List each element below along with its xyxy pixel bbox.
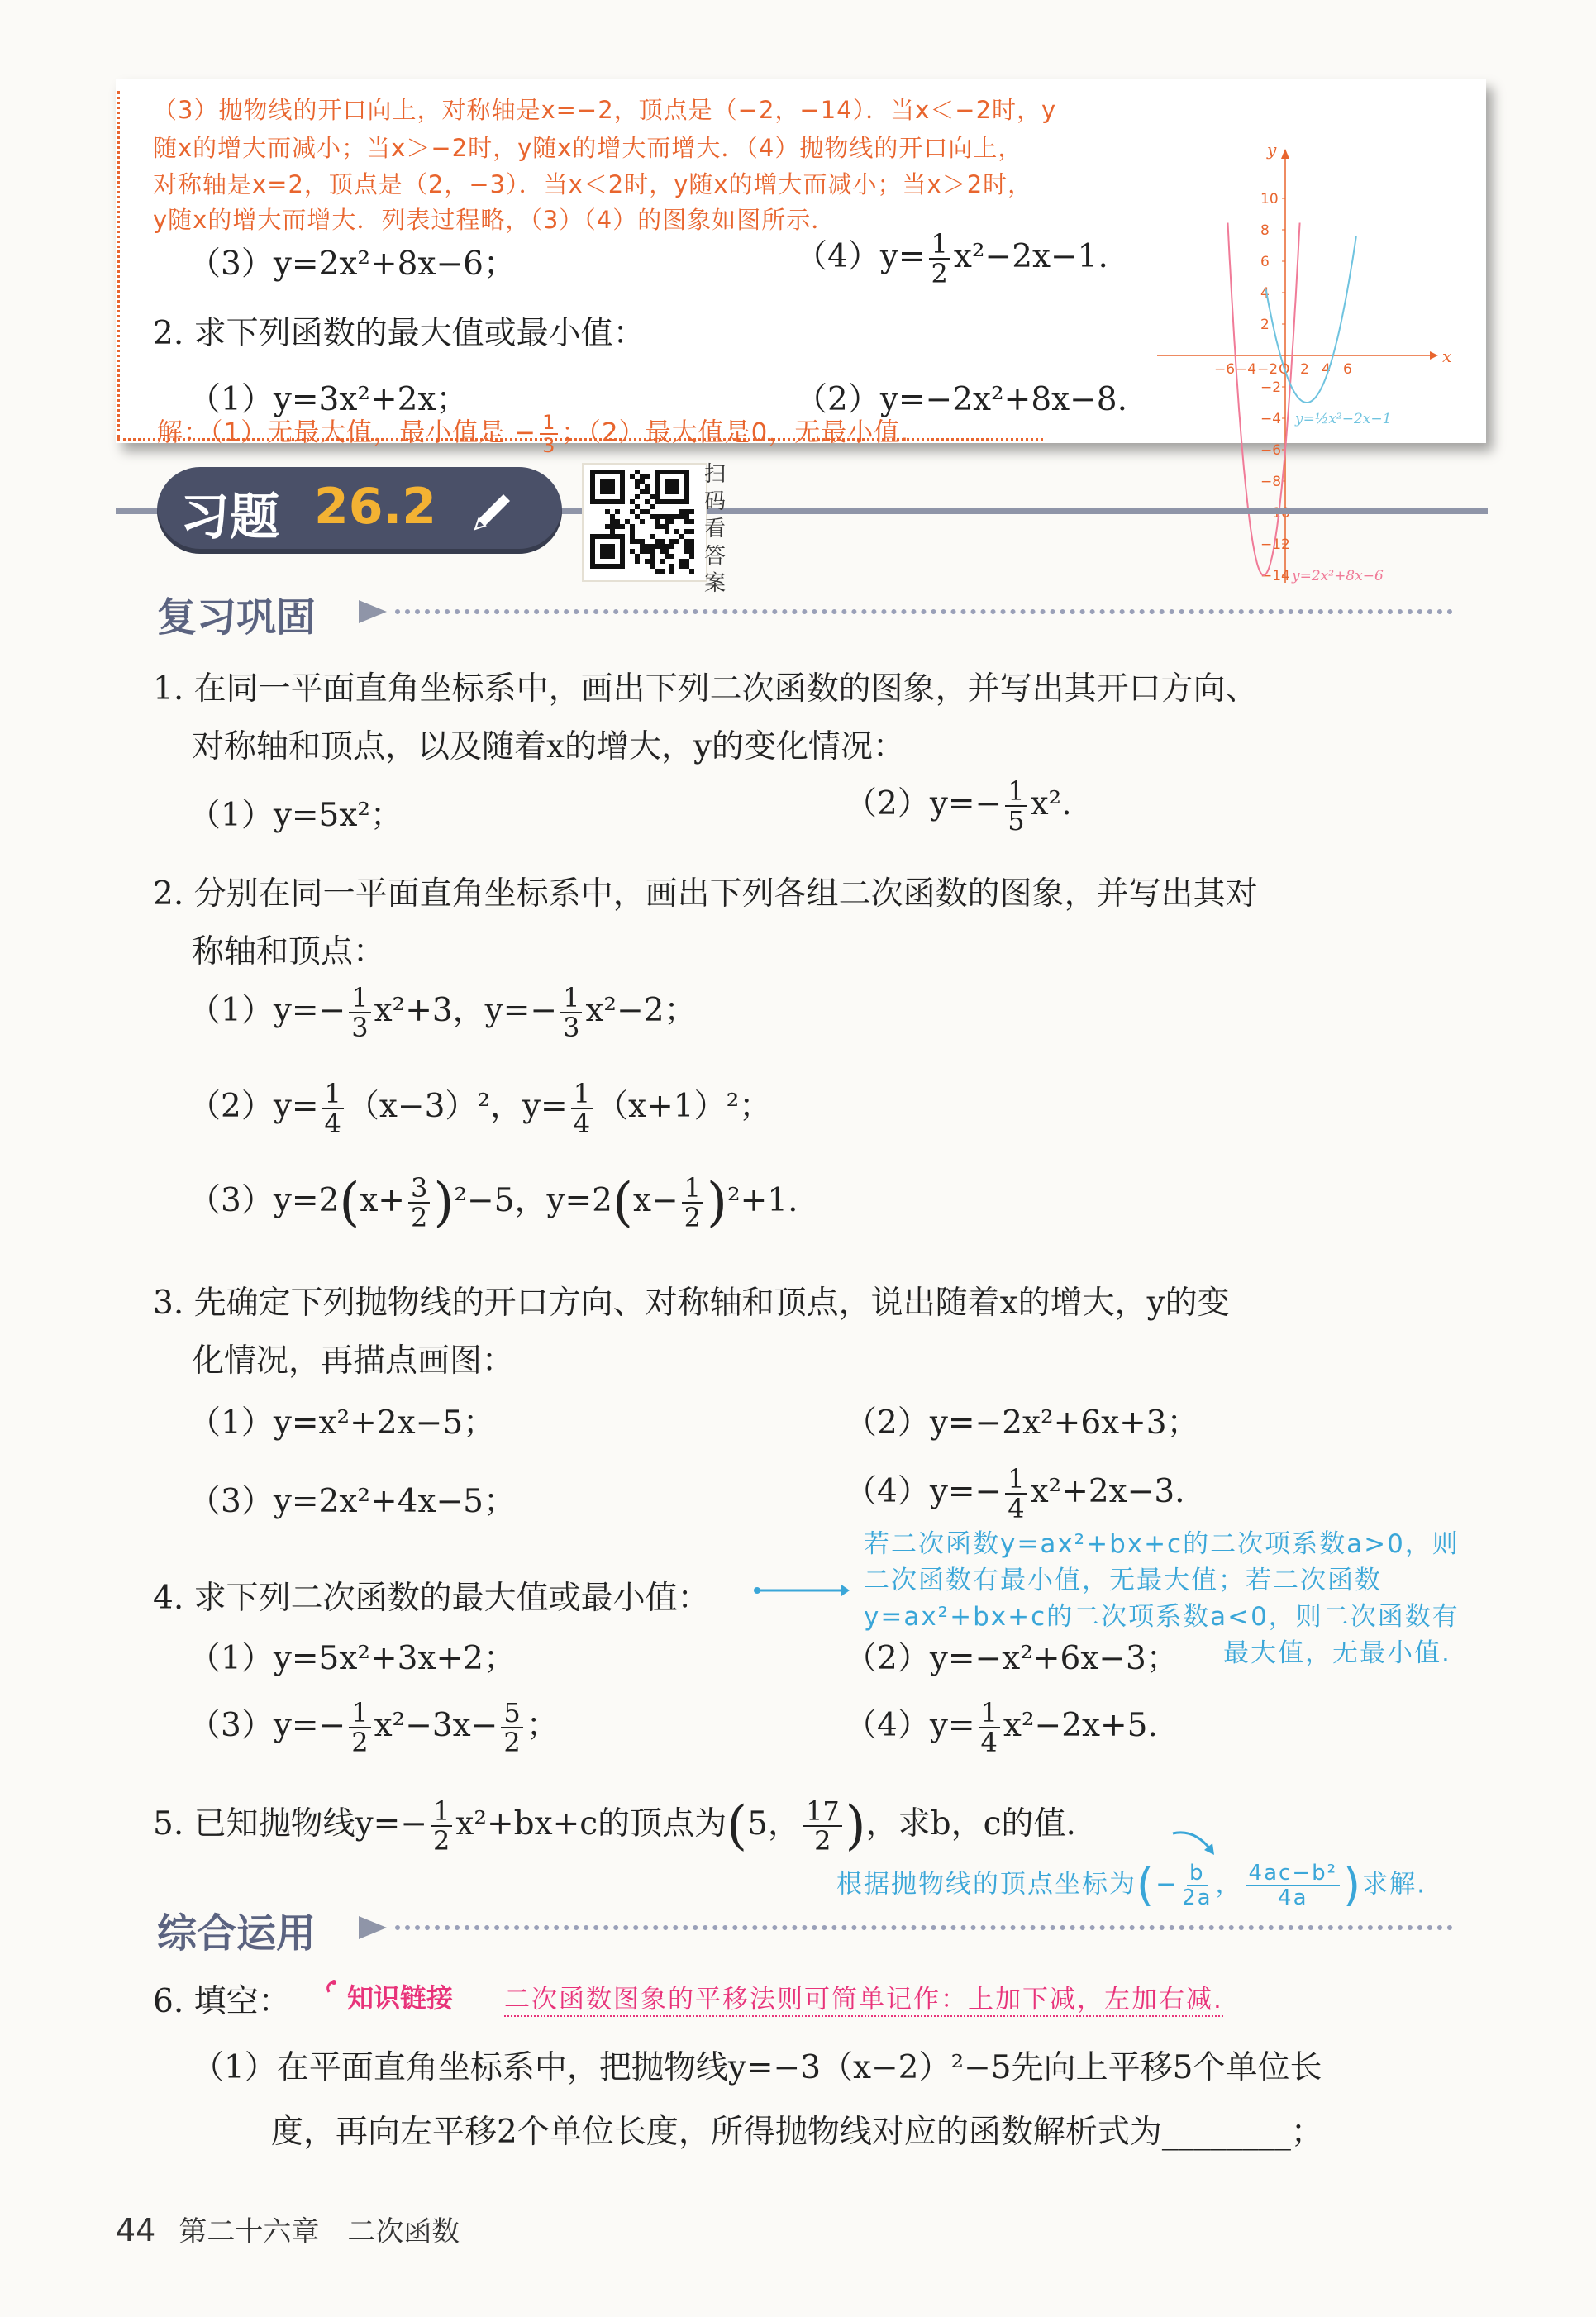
review-q2-2 [188, 1080, 771, 1137]
q2-1-c: x²−2； [585, 992, 697, 1029]
y-tick-label: 4 [1260, 285, 1270, 302]
review-q4-title: 4. 求下列二次函数的最大值或最小值： [153, 1580, 710, 1617]
qr-module [660, 524, 665, 529]
review-heading-arrow-icon [355, 597, 390, 627]
y-tick-label: 6 [1260, 254, 1270, 270]
q4-4-a: （4）y= [845, 1707, 975, 1744]
qr-module [684, 539, 689, 544]
q1b-num: 1 [1005, 777, 1027, 807]
qr-module [660, 549, 665, 554]
qr-module [640, 489, 645, 494]
q2-3-n1: 3 [408, 1174, 430, 1204]
qr-module [620, 524, 625, 529]
qr-module [605, 524, 610, 529]
review-q2-1 [188, 984, 697, 1042]
review-q1-a: （1）y=5x²； [188, 797, 403, 834]
q4-4-n1: 1 [979, 1699, 1000, 1728]
qr-module [655, 544, 660, 549]
blue-curve-label: y=½x²−2x−1 [1295, 411, 1392, 427]
q5-d1: 2 [433, 1825, 450, 1857]
qr-module [630, 549, 635, 554]
question-2-1: （1）y=3x²+2x； [188, 381, 469, 418]
qr-module [625, 519, 630, 524]
qr-module [689, 509, 694, 514]
y-tick-label: 2 [1260, 317, 1270, 333]
q4-3-frac2 [501, 1699, 522, 1757]
qr-module [650, 504, 655, 509]
q2-1-n2: 1 [560, 984, 582, 1013]
section-number: 26.2 [314, 478, 437, 536]
q1b-den: 5 [1008, 805, 1025, 837]
qr-module [669, 519, 674, 524]
q4-3-d1: 2 [351, 1727, 369, 1758]
y-tick-label: −2 [1260, 379, 1282, 396]
qr-module [679, 514, 684, 519]
qr-module [669, 564, 674, 569]
qr-module [655, 519, 660, 524]
qr-module [674, 529, 679, 534]
annotation-border-vertical [117, 91, 120, 438]
q1b-prefix: （2）y=− [845, 785, 1003, 822]
q2-2-frac2 [571, 1080, 593, 1137]
qr-module [635, 559, 640, 564]
y-tick-label: −4 [1260, 411, 1282, 427]
qr-module [660, 539, 665, 544]
review-q1-line2: 对称轴和顶点，以及随着x的增大，y的变化情况： [192, 728, 906, 765]
qr-module [679, 534, 684, 539]
apply-heading-arrow-icon [355, 1913, 390, 1943]
q2-3-n2: 1 [682, 1174, 703, 1204]
qr-module [645, 499, 650, 504]
review-q3-4 [845, 1465, 1185, 1523]
qr-module [689, 544, 694, 549]
qr-module [684, 544, 689, 549]
q4-3-n2: 5 [501, 1699, 522, 1728]
q2-3-e: ²+1. [727, 1182, 798, 1219]
qr-module [674, 539, 679, 544]
p4-prefix: （4）y= [795, 238, 926, 275]
q5-note-d1: 2a [1182, 1886, 1212, 1910]
q4-note-line3: y=ax²+bx+c的二次项系数a<0，则二次函数有 [864, 1602, 1460, 1632]
q2-2-n1: 1 [322, 1080, 344, 1109]
qr-module [630, 539, 635, 544]
q4-3-frac1 [349, 1699, 370, 1757]
left-paren: ( [339, 1172, 360, 1233]
qr-module [640, 544, 645, 549]
q2-2-d1: 4 [324, 1108, 341, 1139]
link-icon [324, 1977, 344, 1997]
qr-module [650, 564, 655, 569]
review-q3-1: （1）y=x²+2x−5； [188, 1404, 496, 1442]
qr-module [684, 514, 689, 519]
q4-3-c: ； [526, 1707, 559, 1744]
q5-note-d2: 4a [1278, 1886, 1308, 1910]
q4-4-frac [979, 1699, 1000, 1757]
y-axis-label: y [1267, 140, 1277, 160]
apply-q6-title: 6. 填空： [153, 1983, 291, 2020]
qr-module [610, 524, 615, 529]
review-q1-b [845, 777, 1072, 835]
review-q4-4 [845, 1699, 1158, 1757]
qr-module [669, 539, 674, 544]
q2-1-d2: 3 [563, 1012, 580, 1043]
q4-3-a: （3）y=− [188, 1707, 346, 1744]
qr-module [665, 524, 669, 529]
y-tick-label: −8 [1260, 474, 1282, 490]
qr-module [665, 519, 669, 524]
q3-4-fraction [1005, 1465, 1027, 1523]
x-tick-label: −2 [1257, 361, 1279, 378]
q5-frac2 [803, 1797, 842, 1855]
qr-module [660, 569, 665, 574]
y-tick-label: −14 [1260, 568, 1290, 584]
qr-module [630, 524, 635, 529]
qr-module [650, 544, 655, 549]
q3-4-suffix: x²+2x−3. [1030, 1473, 1185, 1510]
qr-module [640, 549, 645, 554]
q5-note-frac2 [1246, 1862, 1340, 1909]
qr-finder-inner [600, 479, 615, 494]
qr-module [610, 529, 615, 534]
q5-note-frac1 [1182, 1862, 1212, 1909]
qr-module [684, 564, 689, 569]
qr-module [645, 484, 650, 489]
apply-q6-1-line1: （1）在平面直角坐标系中，把抛物线y=−3（x−2）²−5先向上平移5个单位长 [192, 2049, 1322, 2086]
q5-note-n2: 4ac−b² [1246, 1862, 1340, 1886]
qr-module [655, 524, 660, 529]
qr-module [684, 519, 689, 524]
qr-module [645, 474, 650, 479]
qr-module [610, 514, 615, 519]
qr-module [645, 489, 650, 494]
annotation-line-4: y随x的增大而增大．列表过程略，（3）（4）的图象如图所示． [153, 206, 836, 234]
q3-4-prefix: （4）y=− [845, 1473, 1003, 1510]
qr-module [615, 519, 620, 524]
apply-heading-dots [395, 1925, 1453, 1930]
q2-2-frac1 [322, 1080, 344, 1137]
parabola-graph [1157, 132, 1455, 595]
qr-module [689, 529, 694, 534]
q5-note-suffix: 求解. [1362, 1869, 1427, 1900]
qr-module [660, 559, 665, 564]
review-q3-line2: 化情况，再描点画图： [192, 1342, 515, 1380]
q2-1-frac2 [560, 984, 582, 1042]
q2-2-c: （x+1）²； [596, 1088, 772, 1125]
q5-note-left-paren: ( [1136, 1859, 1156, 1911]
qr-module [630, 534, 635, 539]
q1b-suffix: x². [1030, 785, 1072, 822]
q5-a: 5. 已知抛物线y=− [153, 1805, 427, 1843]
qr-module [630, 474, 635, 479]
q2-3-frac1 [408, 1174, 430, 1232]
review-q4-3 [188, 1699, 559, 1757]
answer-line [157, 412, 909, 456]
qr-module [640, 509, 645, 514]
qr-module [650, 534, 655, 539]
q2-1-n1: 1 [349, 984, 370, 1013]
qr-module [635, 539, 640, 544]
q5-c: 5， [747, 1805, 800, 1843]
qr-module [650, 549, 655, 554]
right-paren-2: ) [707, 1172, 727, 1233]
q2-2-b: （x−3）²，y= [346, 1088, 568, 1125]
x-tick-label: 4 [1322, 361, 1331, 378]
qr-module [665, 529, 669, 534]
q5-b: x²+bx+c的顶点为 [455, 1805, 727, 1843]
q2-3-d1: 2 [411, 1202, 428, 1233]
problem-4-label [795, 230, 1108, 288]
q4-note-line4: 最大值，无最小值. [1223, 1638, 1451, 1668]
qr-module [689, 554, 694, 559]
y-tick-label: −6 [1260, 442, 1282, 459]
qr-module [684, 529, 689, 534]
q5-note: 根据抛物线的顶点坐标为(− $\frac{b}{2a}$ ， $\frac{\text{4ac−b²}}{4a}$ )求解. [836, 1859, 1427, 1911]
q3-4-num: 1 [1005, 1465, 1027, 1495]
q5-d: ，求b，c的值. [865, 1805, 1076, 1843]
review-heading-dots [395, 609, 1453, 614]
qr-module [689, 519, 694, 524]
answer-prefix: 解：（1）无最大值，最小值是 − [157, 417, 537, 448]
review-q3-line1: 3. 先确定下列抛物线的开口方向、对称轴和顶点，说出随着x的增大，y的变 [153, 1285, 1230, 1322]
q3-4-den: 4 [1008, 1493, 1025, 1524]
qr-module [610, 519, 615, 524]
q2-1-a: （1）y=− [188, 992, 346, 1029]
qr-module [679, 564, 684, 569]
qr-module [655, 539, 660, 544]
q4-note-line2: 二次函数有最小值，无最大值；若二次函数 [864, 1566, 1382, 1595]
qr-module [635, 484, 640, 489]
annotation-line-3: 对称轴是x=2，顶点是（2，−3）．当x＜2时，y随x的增大而减小；当x＞2时， [153, 170, 1033, 198]
review-q4-1: （1）y=5x²+3x+2； [188, 1640, 516, 1677]
q2-3-b: x+ [360, 1182, 405, 1219]
qr-module [605, 509, 610, 514]
qr-module [669, 569, 674, 574]
qr-module [645, 559, 650, 564]
qr-module [669, 544, 674, 549]
annotation-line-1: （3）抛物线的开口向上，对称轴是x=−2，顶点是（−2，−14）．当x＜−2时，y [153, 96, 1057, 124]
qr-code[interactable] [582, 463, 707, 582]
pencil-icon [467, 488, 517, 537]
q5-frac1 [431, 1797, 452, 1855]
qr-module [635, 470, 640, 474]
left-paren-2: ( [612, 1172, 633, 1233]
curved-arrow-icon [1170, 1827, 1219, 1860]
y-tick-label: 8 [1260, 222, 1270, 239]
review-q4-2: （2）y=−x²+6x−3； [845, 1640, 1179, 1677]
review-q5 [153, 1795, 1076, 1857]
qr-module [684, 559, 689, 564]
q4-note-line1: 若二次函数y=ax²+bx+c的二次项系数a>0，则 [864, 1529, 1460, 1559]
review-heading: 复习巩固 [157, 594, 317, 641]
knowledge-link-note: 二次函数图象的平移法则可简单记作：上加下减，左加右减. [504, 1978, 1223, 2017]
q2-3-a: （3）y=2 [188, 1182, 340, 1219]
q2-3-frac2 [682, 1174, 703, 1232]
q5-left-paren: ( [727, 1795, 748, 1857]
right-paren: ) [433, 1172, 455, 1233]
q1b-fraction [1005, 777, 1027, 835]
q2-2-d2: 4 [573, 1108, 591, 1139]
review-q1-line1: 1. 在同一平面直角坐标系中，画出下列二次函数的图象，并写出其开口方向、 [153, 670, 1258, 708]
qr-module [655, 514, 660, 519]
review-q3-3: （3）y=2x²+4x−5； [188, 1483, 516, 1520]
qr-module [615, 524, 620, 529]
q4-4-d1: 4 [980, 1727, 998, 1758]
qr-module [615, 509, 620, 514]
x-axis-arrow [1430, 351, 1438, 360]
question-2-title: 2. 求下列函数的最大值或最小值： [153, 315, 646, 352]
q2-3-d: x− [632, 1182, 679, 1219]
qr-module [645, 509, 650, 514]
q4-3-b: x²−3x− [374, 1707, 498, 1744]
qr-module [669, 554, 674, 559]
x-tick-label: 6 [1343, 361, 1352, 378]
qr-module [635, 504, 640, 509]
x-tick-label: −6 [1214, 361, 1236, 378]
arrow-right-icon [752, 1580, 851, 1600]
y-tick-label: −12 [1260, 536, 1290, 553]
qr-module [635, 514, 640, 519]
qr-module [684, 549, 689, 554]
qr-module [645, 544, 650, 549]
review-q2-line1: 2. 分别在同一平面直角坐标系中，画出下列各组二次函数的图象，并写出其对 [153, 875, 1258, 913]
qr-module [640, 474, 645, 479]
answer-suffix: ；（2）最大值是0，无最小值. [561, 417, 910, 448]
review-q3-2: （2）y=−2x²+6x+3； [845, 1404, 1199, 1442]
qr-module [650, 514, 655, 519]
answer-num: 1 [540, 412, 558, 435]
page-number: 44 [116, 2212, 156, 2248]
q2-3-d2: 2 [684, 1202, 701, 1233]
qr-module [679, 559, 684, 564]
p4-den: 2 [931, 258, 948, 289]
qr-module [635, 554, 640, 559]
question-2-2: （2）y=−2x²+8x−8. [795, 381, 1128, 418]
qr-module [660, 514, 665, 519]
q5-n2: 17 [803, 1797, 842, 1827]
qr-finder-inner [600, 544, 615, 559]
x-axis-label: x [1442, 346, 1452, 366]
qr-module [650, 494, 655, 499]
qr-module [640, 479, 645, 484]
pink-curve-label: y=2x²+8x−6 [1292, 568, 1384, 584]
review-q2-line2: 称轴和顶点： [192, 933, 386, 970]
y-tick-label: 10 [1260, 191, 1279, 207]
x-tick-label: 2 [1300, 361, 1309, 378]
qr-module [665, 544, 669, 549]
apply-heading: 综合运用 [157, 1910, 317, 1957]
x-tick-label: O [1279, 361, 1290, 378]
page-footer [116, 2209, 460, 2249]
qr-module [650, 559, 655, 564]
qr-module [640, 539, 645, 544]
problem-3-label: （3）y=2x²+8x−6； [188, 246, 516, 283]
qr-module [630, 509, 635, 514]
qr-finder-inner [665, 479, 679, 494]
q2-1-frac1 [349, 984, 370, 1042]
qr-module [630, 499, 635, 504]
annotation-line-2: 随x的增大而减小；当x＞−2时，y随x的增大而增大．（4）抛物线的开口向上， [153, 134, 1023, 162]
qr-module [669, 514, 674, 519]
p4-num: 1 [929, 230, 950, 260]
q2-1-d1: 3 [351, 1012, 369, 1043]
q5-d2: 2 [814, 1825, 831, 1857]
q4-4-b: x²−2x+5. [1003, 1707, 1158, 1744]
section-title-label: 习题 [180, 489, 279, 546]
chapter-title: 第二十六章 二次函数 [179, 2215, 460, 2248]
q2-3-c: ²−5，y=2 [454, 1182, 612, 1219]
qr-module [665, 549, 669, 554]
knowledge-link-tag: 知识链接 [347, 1982, 454, 2014]
qr-module [689, 569, 694, 574]
qr-module [689, 539, 694, 544]
qr-module [660, 544, 665, 549]
qr-module [630, 529, 635, 534]
qr-module [665, 514, 669, 519]
q5-right-paren: ) [845, 1795, 866, 1857]
qr-module [674, 514, 679, 519]
q5-note-minus: − [1155, 1869, 1179, 1900]
q5-note-prefix: 根据抛物线的顶点坐标为 [836, 1869, 1136, 1900]
qr-module [679, 509, 684, 514]
qr-module [684, 509, 689, 514]
answer-den: 3 [542, 434, 556, 457]
answer-fraction [540, 412, 558, 456]
qr-module [640, 519, 645, 524]
apply-q6-1-line2: 度，再向左平移2个单位长度，所得抛物线对应的函数解析式为________； [271, 2114, 1323, 2151]
p4-fraction [929, 230, 950, 288]
q2-1-b: x²+3，y=− [374, 992, 558, 1029]
q5-n1: 1 [431, 1797, 452, 1827]
q2-2-a: （2）y= [188, 1088, 319, 1125]
q4-3-n1: 1 [349, 1699, 370, 1728]
qr-module [689, 549, 694, 554]
q5-note-n1: b [1187, 1862, 1208, 1886]
q2-2-n2: 1 [571, 1080, 593, 1109]
qr-module [635, 479, 640, 484]
y-axis-arrow [1281, 149, 1289, 159]
review-q2-3 [188, 1172, 798, 1233]
q5-note-right-paren: ) [1343, 1859, 1363, 1911]
qr-module [655, 569, 660, 574]
qr-module [645, 549, 650, 554]
qr-module [650, 554, 655, 559]
qr-label: 扫码看答案 [704, 462, 727, 596]
qr-module [665, 554, 669, 559]
qr-code-icon [584, 465, 706, 580]
q4-3-d2: 2 [503, 1727, 521, 1758]
qr-module [635, 494, 640, 499]
x-tick-label: −4 [1236, 361, 1257, 378]
p4-suffix: x²−2x−1. [953, 238, 1108, 275]
pink-parabola [1228, 223, 1300, 576]
